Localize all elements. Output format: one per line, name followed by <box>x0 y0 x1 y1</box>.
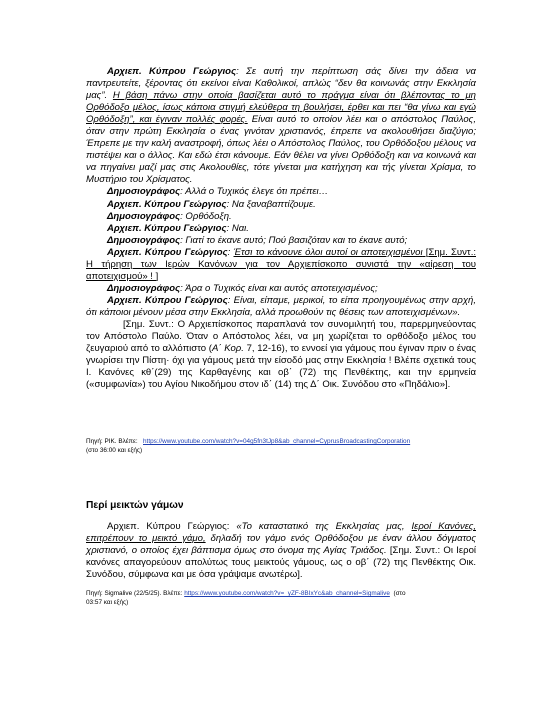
speaker-label: Δημοσιογράφος <box>107 186 181 198</box>
speaker-label: Δημοσιογράφος <box>107 282 181 294</box>
dialogue-line-8: Αρχιεπ. Κύπρου Γεώργιος: Είναι, είπαμε, μερικοί, το είπα προηγουμένως στην αρχή, ότι κάποιοι μένουν μέσα στην Εκκλησία, αλλά προωθούν τις θέσεις των αποτειχισμένων». <box>86 294 476 318</box>
editor-note-inline: [Σημ. Συντ.: Οι Ιεροί κανόνες απαγορεύουν απολύτως τους μεικτούς γάμους, ως ο οβ΄ (72) της Πενθέκτης Οικ. Συνόδου, σύμφωνα και με όσα γράψαμε ανωτέρω]. <box>86 545 476 581</box>
interview-section <box>86 66 476 391</box>
speaker-label: Αρχιεπ. Κύπρου Γεώργιος <box>107 66 237 77</box>
underlined-passage: Ιεροί Κανόνες, επιτρέπουν το μεικτό γάμο, <box>86 521 476 545</box>
dialogue-line-4: Αρχιεπ. Κύπρου Γεώργιος: Ναι. <box>107 222 249 234</box>
speaker-label: Αρχιεπ. Κύπρου Γεώργιος <box>107 294 228 306</box>
underlined-passage: Έτσι το κάνουνε όλοι αυτοί οι αποτειχισμένοι <box>233 246 423 258</box>
source-citation-1: Πηγή: ΡΙΚ. Βλέπε: https://www.youtube.com/watch?v=04g5fn3tJp8&ab_channel=CyprusBroadcastingCorporation (στο 36:00 και εξής) <box>86 438 411 454</box>
paragraph-archbishop-1: Αρχιεπ. Κύπρου Γεώργιος: Σε αυτή την περίπτωση σάς δίνει την άδεια να παντρευτείτε, ξέροντας ότι εκείνοι είναι Καθολικοί, απλώς “δεν θα κοινωνάς στην Εκκλησία μας”. Η βάση πάνω στην οποία βασίζεται αυτό το πράγμα είναι ότι βλέποντας το μη Ορθόδοξο μέλος, ίσως κάποια στιγμή ελεύθερα τη βουλήσει, έρθει και πει “θα γίνω και εγώ Ορθόδοξη”, και έγιναν πολλές φορές. Είναι αυτό το οποίον λέει και ο απόστολος Παύλος, όταν στην πρώτη Εκκλησία ο ένας γινόταν χριστιανός, έπρεπε να ακολουθήσει διαζύγιο; Έπρεπε με την καλή αναστροφή, όπως λέει ο Απόστολος Παύλος, του Ορθόδοξου μέλους να πιστέψει και ο άλλος. Και εδώ έτσι κάνουμε. Εάν θέλει να γίνει Ορθόδοξη και να κοινωνά και να πηγαίνει μαζί μας στις Ακολουθίες, τότε γίνεται μια κατήχηση και τής γίνεται Χρίσμα, το Μυστήριο του Χρίσματος. <box>86 66 476 186</box>
dialogue-line-3: Δημοσιογράφος: Ορθόδοξη. <box>107 210 232 222</box>
dialogue-line-2: Αρχιεπ. Κύπρου Γεώργιος: Να ξαναβαπτίζουμε. <box>107 198 316 210</box>
editor-note-inline: [Σημ. Συντ.: Η τήρηση των Ιερών Κανόνων για τον Αρχιεπίσκοπο συνιστά την «αίρεση του αποτειχισμού» ! ] <box>86 246 476 282</box>
section-heading: Περί μεικτών γάμων <box>86 500 184 511</box>
source-link-1[interactable]: https://www.youtube.com/watch?v=04g5fn3tJp8&ab_channel=CyprusBroadcastingCorporation <box>143 438 411 445</box>
source-citation-2: Πηγή: Sigmalive (22/5/25). Βλέπε: https://www.youtube.com/watch?v=_yZF-8BIxYc&ab_channel=Sigmalive (στο 03:57 και εξής) <box>86 590 406 606</box>
speaker-label: Αρχιεπ. Κύπρου Γεώργιος <box>107 198 227 210</box>
speaker-label: Αρχιεπ. Κύπρου Γεώργιος <box>107 246 228 258</box>
speaker-label: Αρχιεπ. Κύπρου Γεώργιος: <box>107 521 237 532</box>
paragraph-archbishop-2: Αρχιεπ. Κύπρου Γεώργιος: «Το καταστατικό της Εκκλησίας μας, Ιεροί Κανόνες, επιτρέπουν το μεικτό γάμο, δηλαδή τον γάμο ενός Ορθόδοξου με έναν άλλου δόγματος χριστιανό, ο οποίος έχει βάπτισμα όμως στο όνομα της Αγίας Τριάδος. [Σημ. Συντ.: Οι Ιεροί κανόνες απαγορεύουν απολύτως τους μεικτούς γάμους, ως ο οβ΄ (72) της Πενθέκτης Οικ. Συνόδου, σύμφωνα και με όσα γράψαμε ανωτέρω]. <box>86 521 476 581</box>
source-link-2[interactable]: https://www.youtube.com/watch?v=_yZF-8BIxYc&ab_channel=Sigmalive <box>184 590 390 597</box>
dialogue-line-7: Δημοσιογράφος: Άρα ο Τυχικός είναι και αυτός αποτειχισμένος; <box>107 282 378 294</box>
dialogue-line-6: Αρχιεπ. Κύπρου Γεώργιος: Έτσι το κάνουνε όλοι αυτοί οι αποτειχισμένοι [Σημ. Συντ.: Η τήρηση των Ιερών Κανόνων για τον Αρχιεπίσκοπο συνιστά την «αίρεση του αποτειχισμού» ! ] <box>86 246 476 282</box>
speaker-label: Αρχιεπ. Κύπρου Γεώργιος <box>107 222 227 234</box>
dialogue-line-5: Δημοσιογράφος: Γιατί το έκανε αυτό; Πού βασιζόταν και το έκανε αυτό; <box>107 234 408 246</box>
editor-note: [Σημ. Συντ.: Ο Αρχιεπίσκοπος παραπλανά τον συνομιλητή του, παρερμηνεύοντας τον Απόστολο Παύλο. Όταν ο Απόστολος λέει, να μη χωρίζεται το ορθόδοξο μέλος του ζευγαριού από το αλλόπιστο (Α΄ Κορ. 7, 12-16), το εννοεί για γάμους που έγιναν πριν ο ένας γνωρίσει την Πίστη· όχι για γάμους μετά την είσοδό μας στην Εκκλησία ! Βλέπε σχετικά τους Ι. Κανόνες κθ΄(29) της Καρθαγένης και οβ΄ (72) της Πενθέκτης, και την ερμηνεία («συμφωνία») του Αγίου Νικοδήμου στον ιδ΄ (14) της Δ΄ Οικ. Συνόδου στο «Πηδάλιο»]. <box>86 318 476 391</box>
underlined-passage: Η βάση πάνω στην οποία βασίζεται αυτό το πράγμα είναι ότι βλέποντας το μη Ορθόδοξο μέλος, ίσως κάποια στιγμή ελεύθερα τη βουλήσει, έρθει και πει “θα γίνω και εγώ Ορθόδοξη”, και έγιναν πολλές φορές. <box>86 90 476 126</box>
speaker-label: Δημοσιογράφος <box>107 210 181 222</box>
speaker-label: Δημοσιογράφος <box>107 234 181 246</box>
dialogue-line-1: Δημοσιογράφος: Αλλά ο Τυχικός έλεγε ότι πρέπει… <box>107 186 329 198</box>
mixed-marriage-section <box>86 521 476 581</box>
